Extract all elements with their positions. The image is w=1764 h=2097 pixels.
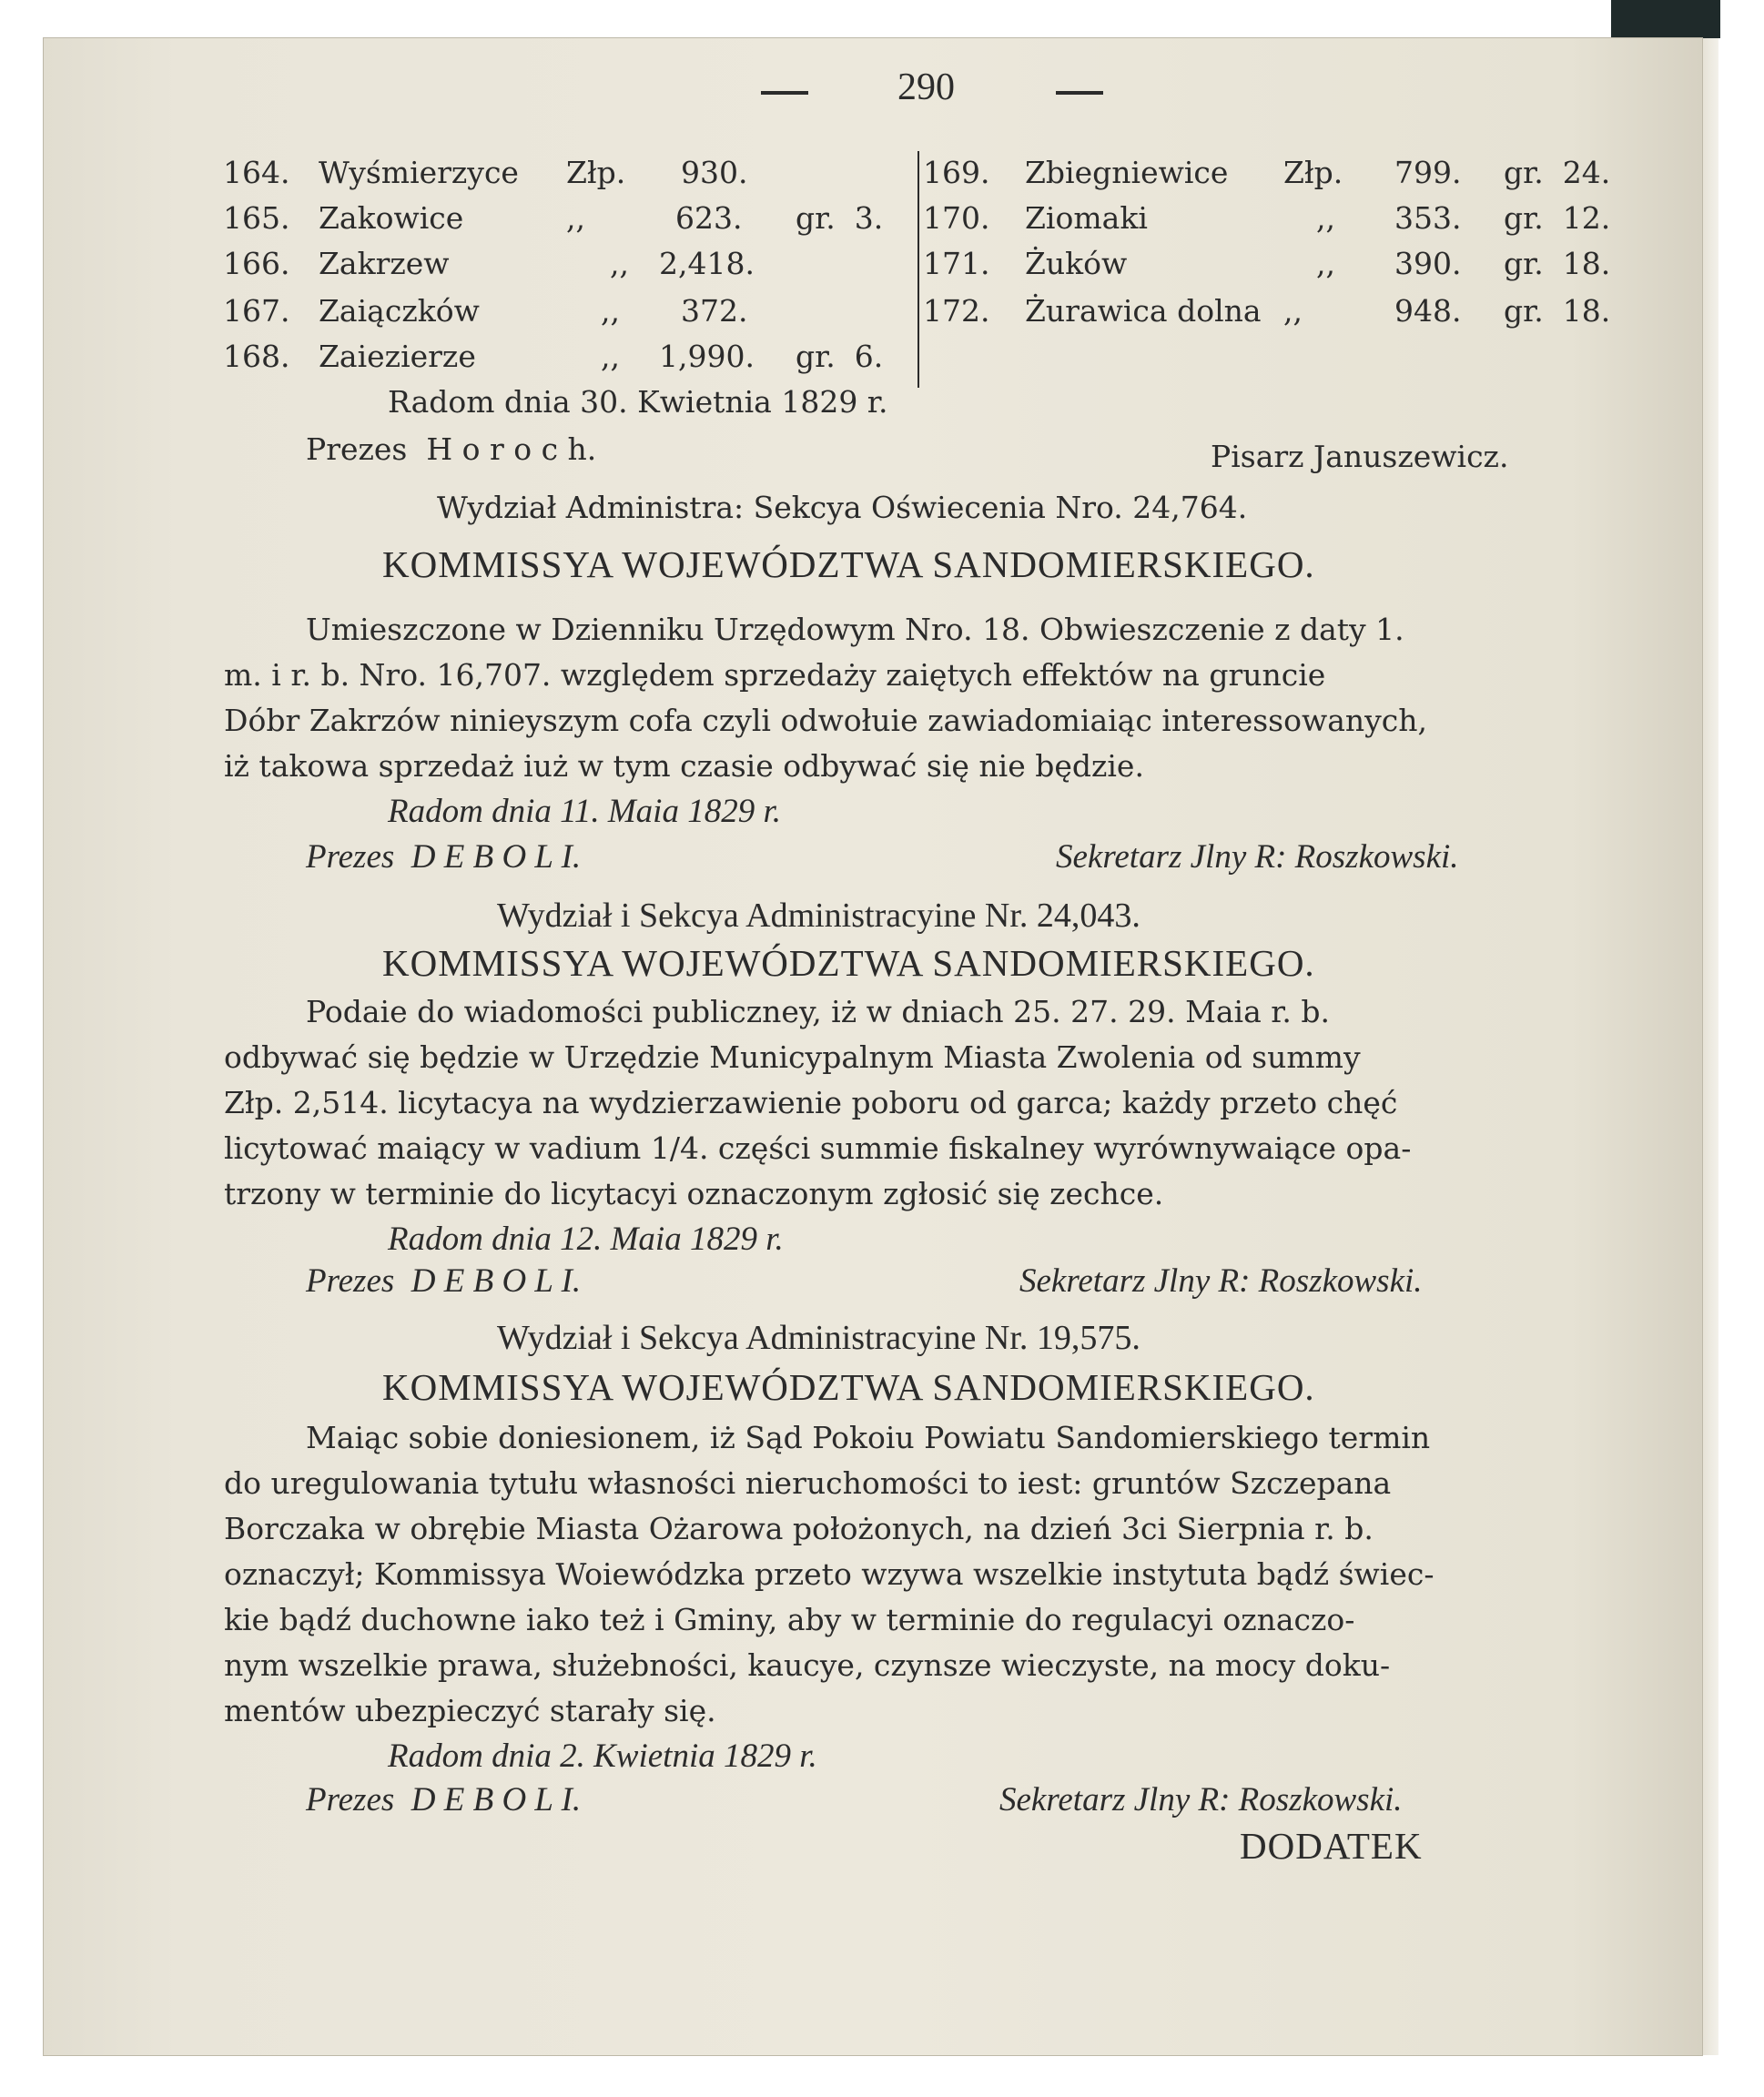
entry-name: Zakowice [319, 200, 464, 236]
entry-grosz: gr. 18. [1504, 293, 1611, 329]
section4-reference: Wydział i Sekcya Administracyine Nr. 19,575. [497, 1319, 1141, 1357]
section2-secretary: Sekretarz Jlny R: Roszkowski. [1056, 838, 1459, 876]
entry-number: 167. [223, 293, 290, 329]
entry-grosz: gr. 24. [1504, 155, 1611, 190]
entry-unit: ,, [1316, 200, 1335, 236]
section3-president: Prezes D E B O L I. [306, 1262, 582, 1300]
section2-reference: Wydział Administra: Sekcya Oświecenia Nro. 24,764. [437, 490, 1248, 525]
dark-corner [1611, 0, 1720, 38]
entry-unit: Złp. [566, 155, 626, 190]
entry-amount: 1,990. [659, 339, 755, 374]
entry-name: Ziomaki [1025, 200, 1148, 236]
section4-line: mentów ubezpieczyć starały się. [224, 1693, 716, 1728]
section3-line: licytować maiący w vadium 1/4. części summie fiskalney wyrównywaiące opa- [224, 1130, 1412, 1166]
section4-secretary: Sekretarz Jlny R: Roszkowski. [999, 1781, 1403, 1818]
section3-line: Złp. 2,514. licytacya na wydzierzawienie poboru od garca; każdy przeto chęć [224, 1085, 1398, 1120]
section3-reference: Wydział i Sekcya Administracyine Nr. 24,043. [497, 897, 1141, 935]
section4-line: oznaczył; Kommissya Woiewódzka przeto wzywa wszelkie instytuta bądź świec- [224, 1556, 1435, 1592]
section4-line: Borczaka w obrębie Miasta Ożarowa położonych, na dzień 3ci Sierpnia r. b. [224, 1511, 1374, 1546]
section2-line: Umieszczone w Dzienniku Urzędowym Nro. 18. Obwieszczenie z daty 1. [306, 612, 1404, 647]
page-number: 290 [897, 66, 955, 108]
entry-number: 169. [923, 155, 990, 190]
entry-amount: 390. [1394, 246, 1462, 281]
section3-line: trzony w terminie do licytacyi oznaczonym zgłosić się zechce. [224, 1176, 1164, 1211]
entry-unit: ,, [610, 246, 629, 281]
entry-name: Żuków [1025, 246, 1128, 281]
section2-line: Dóbr Zakrzów ninieyszym cofa czyli odwołuie zawiadomiaiąc interessowanych, [224, 703, 1428, 738]
document-page [44, 38, 1702, 2055]
entry-amount: 372. [681, 293, 748, 329]
entry-grosz: gr. 3. [796, 200, 884, 236]
section4-line: do uregulowania tytułu własności nieruchomości to iest: gruntów Szczepana [224, 1465, 1392, 1501]
entry-grosz: gr. 18. [1504, 246, 1611, 281]
column-divider [917, 151, 919, 388]
entry-grosz: gr. 6. [796, 339, 884, 374]
section3-line: Podaie do wiadomości publiczney, iż w dniach 25. 27. 29. Maia r. b. [306, 994, 1331, 1029]
section4-line: Maiąc sobie doniesionem, iż Sąd Pokoiu Powiatu Sandomierskiego termin [306, 1420, 1431, 1455]
entry-amount: 930. [681, 155, 748, 190]
section1-president: Prezes H o r o c h. [306, 431, 597, 467]
section3-secretary: Sekretarz Jlny R: Roszkowski. [1019, 1262, 1423, 1300]
section2-president: Prezes D E B O L I. [306, 838, 582, 876]
entry-unit: ,, [601, 293, 620, 329]
section1-clerk: Pisarz Januszewicz. [1211, 439, 1509, 474]
section1-date: Radom dnia 30. Kwietnia 1829 r. [388, 384, 888, 420]
entry-name: Zbiegniewice [1025, 155, 1229, 190]
entry-number: 168. [223, 339, 290, 374]
entry-amount: 948. [1394, 293, 1462, 329]
page-number-dash-left [761, 91, 808, 95]
entry-name: Wyśmierzyce [319, 155, 519, 190]
entry-number: 164. [223, 155, 290, 190]
page-number-dash-right [1056, 91, 1103, 95]
section4-president: Prezes D E B O L I. [306, 1781, 582, 1818]
entry-amount: 2,418. [659, 246, 755, 281]
entry-unit: Złp. [1283, 155, 1343, 190]
section3-heading: KOMMISSYA WOJEWÓDZTWA SANDOMIERSKIEGO. [382, 942, 1315, 984]
section4-heading: KOMMISSYA WOJEWÓDZTWA SANDOMIERSKIEGO. [382, 1366, 1315, 1408]
entry-unit: ,, [601, 339, 620, 374]
entry-number: 165. [223, 200, 290, 236]
entry-unit: ,, [1316, 246, 1335, 281]
entry-amount: 799. [1394, 155, 1462, 190]
entry-name: Zaiączków [319, 293, 480, 329]
entry-unit: ,, [566, 200, 585, 236]
section4-line: nym wszelkie prawa, służebności, kaucye, czynsze wieczyste, na mocy doku- [224, 1647, 1391, 1683]
entry-number: 166. [223, 246, 290, 281]
entry-amount: 623. [675, 200, 743, 236]
catchword: DODATEK [1240, 1825, 1423, 1867]
section2-line: m. i r. b. Nro. 16,707. względem sprzedaży zaiętych effektów na gruncie [224, 657, 1326, 693]
section4-line: kie bądź duchowne iako też i Gminy, aby w terminie do regulacyi oznaczo- [224, 1602, 1355, 1637]
entry-unit: ,, [1283, 293, 1303, 329]
entry-name: Zakrzew [319, 246, 450, 281]
entry-name: Żurawica dolna [1025, 293, 1262, 329]
section3-line: odbywać się będzie w Urzędzie Municypalnym Miasta Zwolenia od summy [224, 1039, 1361, 1075]
entry-number: 170. [923, 200, 990, 236]
entry-number: 172. [923, 293, 990, 329]
entry-name: Zaiezierze [319, 339, 476, 374]
section2-date: Radom dnia 11. Maia 1829 r. [388, 793, 782, 830]
section2-line: iż takowa sprzedaż iuż w tym czasie odbywać się nie będzie. [224, 748, 1144, 784]
entry-number: 171. [923, 246, 990, 281]
section4-date: Radom dnia 2. Kwietnia 1829 r. [388, 1737, 817, 1775]
entry-grosz: gr. 12. [1504, 200, 1611, 236]
section3-date: Radom dnia 12. Maia 1829 r. [388, 1221, 784, 1258]
section2-heading: KOMMISSYA WOJEWÓDZTWA SANDOMIERSKIEGO. [382, 543, 1315, 585]
entry-amount: 353. [1394, 200, 1462, 236]
